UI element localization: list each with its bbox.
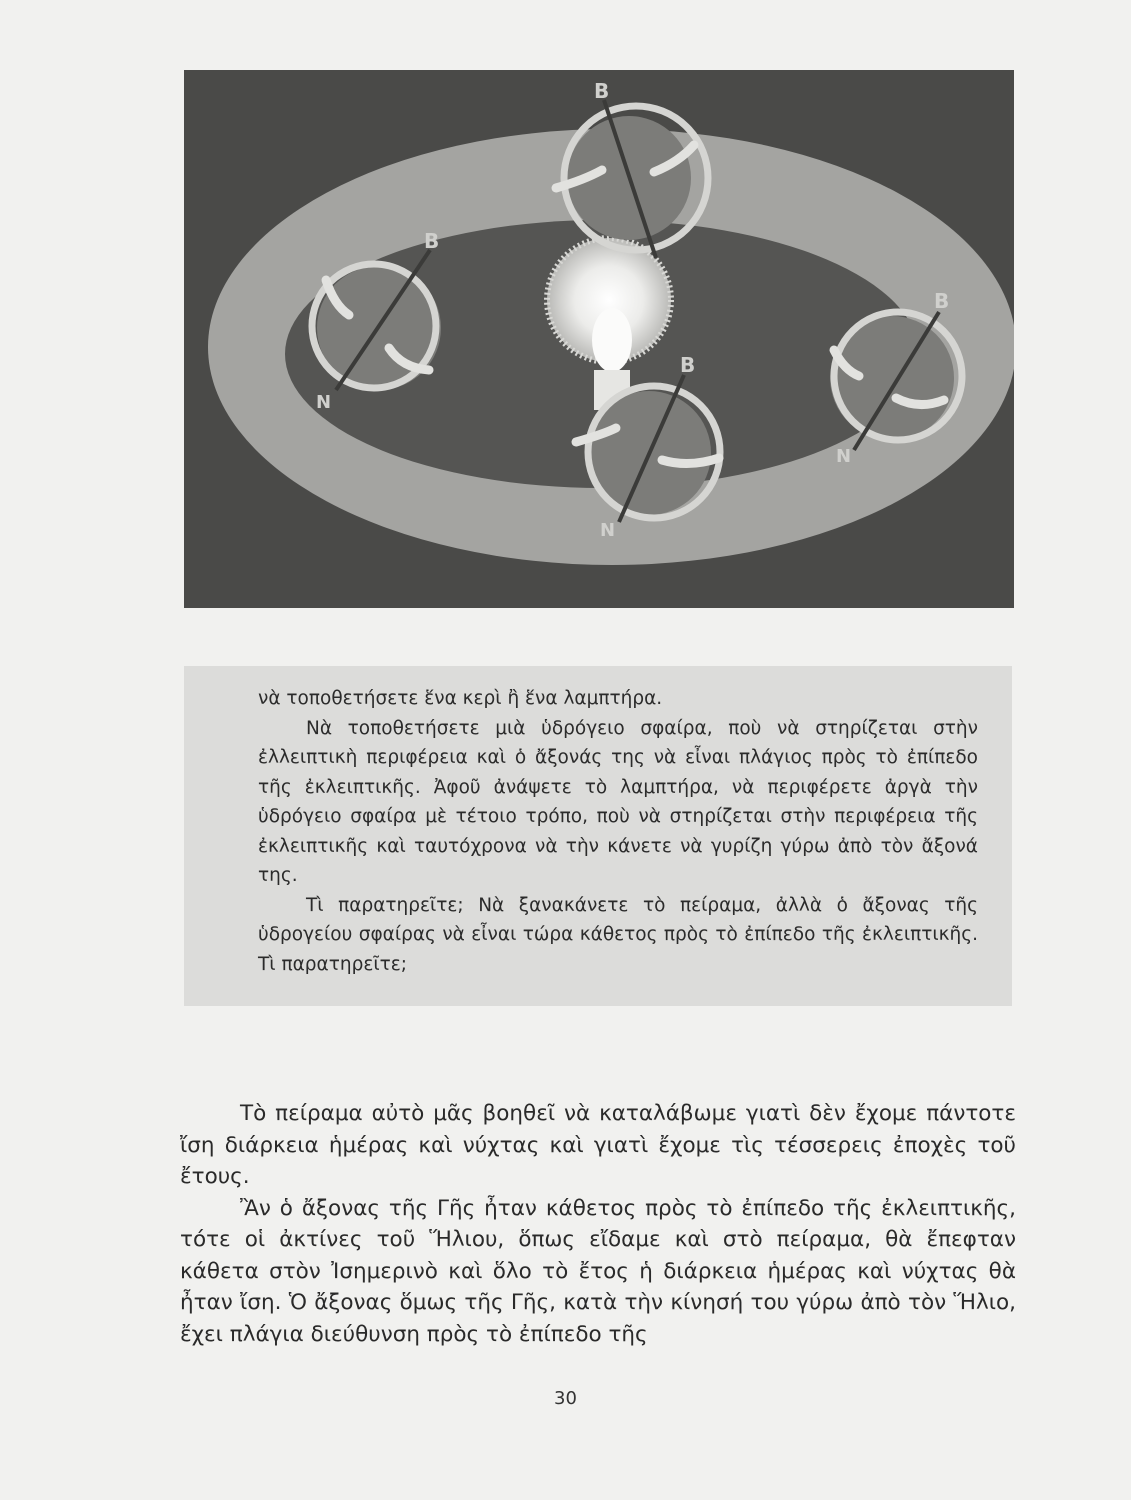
- body-paragraph-1: Τὸ πείραμα αὐτὸ μᾶς βοηθεῖ νὰ καταλάβωμε γιατὶ δὲν ἔχομε πάντοτε ἴση διάρκεια ἡμέρας καὶ νύχτας καὶ γιατὶ ἔχομε τὶς τέσσερεις ἐποχὲς τοῦ ἔτους.: [180, 1101, 1016, 1189]
- instruction-paragraph-1: Νὰ τοποθετήσετε μιὰ ὑδρόγειο σφαίρα, ποὺ νὰ στηρίζεται στὴν ἐλλειπτικὴ περιφέρεια καὶ ὁ ἄξονάς της νὰ εἶναι πλάγιος πρὸς τὸ ἐπίπεδο τῆς ἐκλειπτικῆς. Ἀφοῦ ἀνάψετε τὸ λαμπτήρα, νὰ περιφέρετε ἀργὰ τὴν ὑδρόγειο σφαίρα μὲ τέτοιο τρόπο, ποὺ νὰ στηρίζεται στὴν περιφέρεια τῆς ἐκλειπτικῆς καὶ ταυτόχρονα νὰ τὴν κάνετε νὰ γυρίζη γύρω ἀπὸ τὸν ἄξονά της.: [258, 717, 978, 886]
- orbit-model-photo: [184, 70, 1014, 608]
- globe-bottom-south-label: N: [600, 520, 616, 541]
- globe-top-north-label: B: [594, 79, 610, 103]
- globe-right-north-label: B: [934, 289, 950, 313]
- page-number: 30: [554, 1388, 577, 1409]
- globe-right-south-label: N: [836, 446, 852, 467]
- body-paragraph-2: Ἂν ὁ ἄξονας τῆς Γῆς ἦταν κάθετος πρὸς τὸ ἐπίπεδο τῆς ἐκλειπτικῆς, τότε οἱ ἀκτίνες τοῦ Ἥλιου, ὅπως εἴδαμε καὶ στὸ πείραμα, θὰ ἔπεφταν κάθετα στὸν Ἰσημερινὸ καὶ ὅλο τὸ ἔτος ἡ διάρκεια ἡμέρας καὶ νύχτας θὰ ἦταν ἴση. Ὁ ἄξονας ὅμως τῆς Γῆς, κατὰ τὴν κίνησή του γύρω ἀπὸ τὸν Ἥλιο, ἔχει πλάγια διεύθυνση πρὸς τὸ ἐπίπεδο τῆς: [180, 1195, 1016, 1347]
- globe-left-south-label: N: [316, 392, 332, 413]
- body-text: [180, 1098, 1016, 1350]
- instruction-box: [258, 684, 978, 979]
- instruction-paragraph-2: Τὶ παρατηρεῖτε; Νὰ ξανακάνετε τὸ πείραμα, ἀλλὰ ὁ ἄξονας τῆς ὑδρογείου σφαίρας νὰ εἶναι τώρα κάθετος πρὸς τὸ ἐπίπεδο τῆς ἐκλειπτικῆς. Τὶ παρατηρεῖτε;: [258, 894, 978, 975]
- instruction-line: νὰ τοποθετήσετε ἕνα κερὶ ἢ ἕνα λαμπτήρα.: [258, 688, 663, 709]
- globe-left-north-label: B: [424, 229, 440, 253]
- orbit-model-illustration: [184, 70, 1014, 608]
- globe-bottom-north-label: B: [680, 353, 696, 377]
